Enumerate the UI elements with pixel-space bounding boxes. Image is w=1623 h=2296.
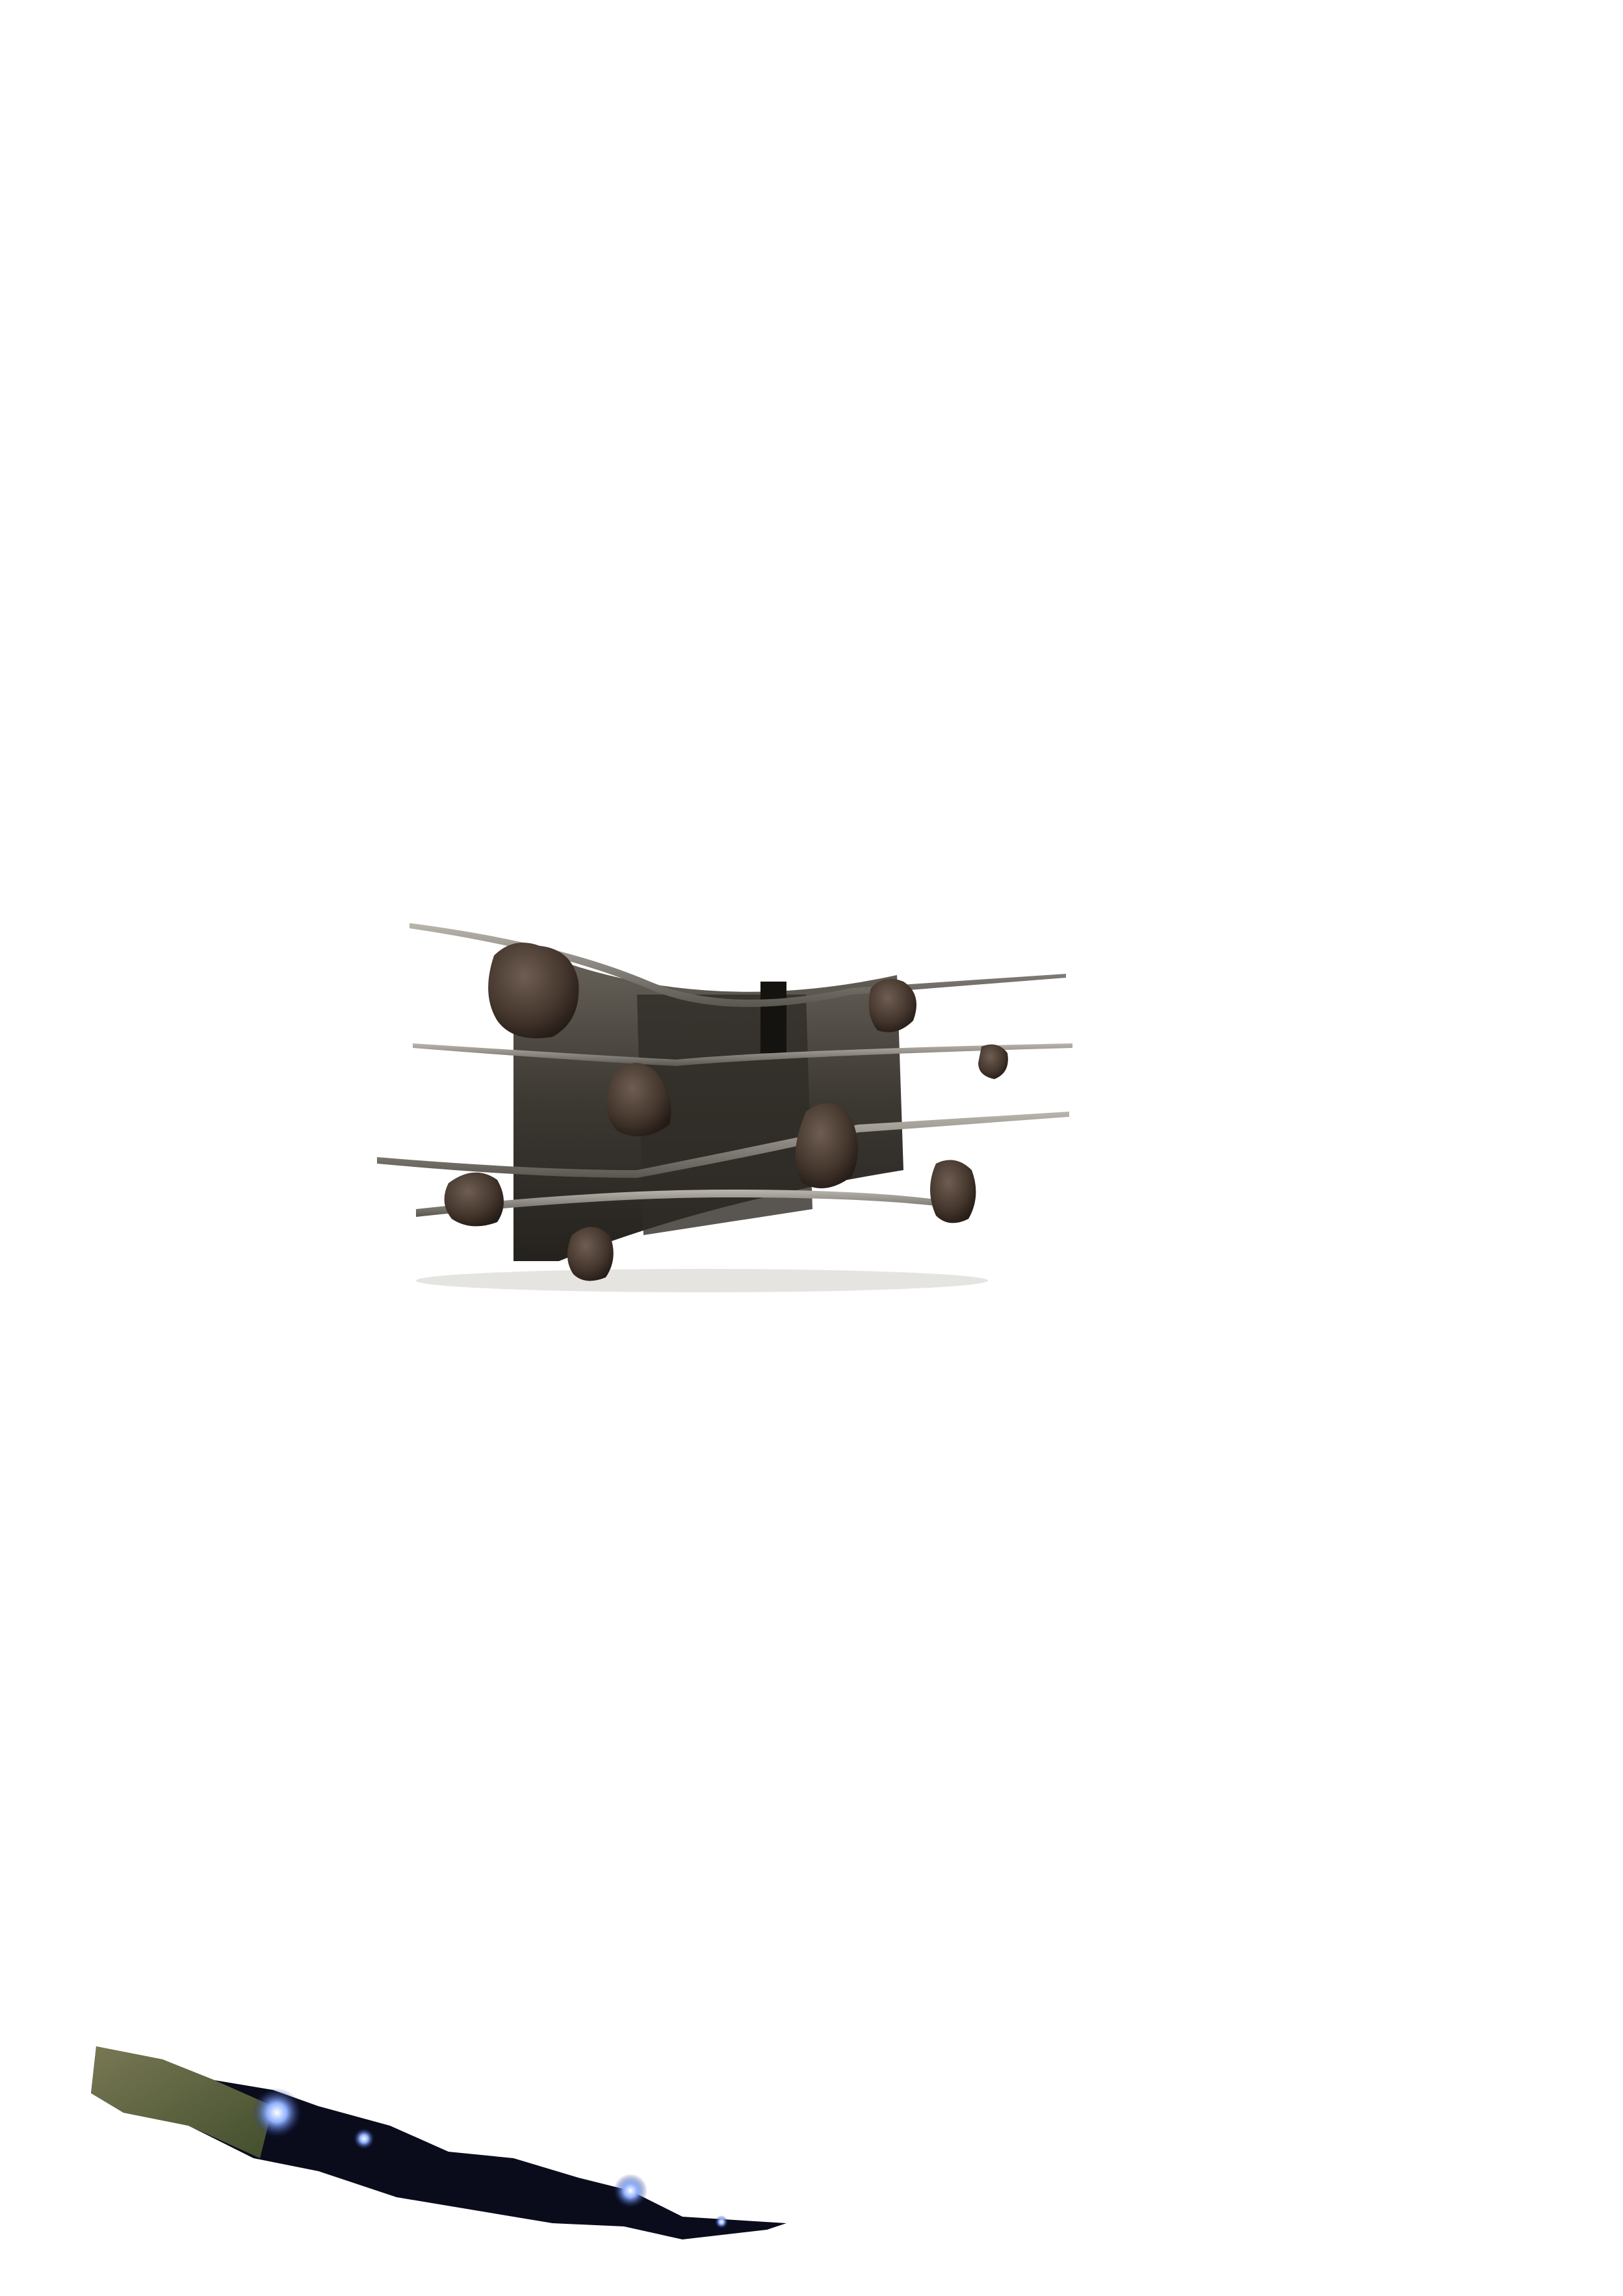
product-heading (333, 455, 1490, 519)
lava-stone (869, 979, 916, 1032)
bright-star (715, 2215, 728, 2228)
lava-stone (796, 1103, 858, 1188)
lava-stone (488, 943, 578, 1038)
floor-shadow (416, 1269, 988, 1292)
bright-star (354, 2128, 374, 2149)
lava-stone (567, 1227, 614, 1281)
product-image (364, 897, 1079, 1300)
bright-star (614, 2174, 647, 2208)
brand-logo (77, 78, 356, 273)
cosmic-rock-fragment (84, 2028, 793, 2243)
lava-stone (445, 1173, 504, 1227)
moss-edge (91, 2046, 273, 2158)
lava-stone (930, 1160, 976, 1223)
jcp-logo-mark (116, 78, 337, 208)
bookcase-slot (760, 982, 786, 1053)
lava-stone (978, 1045, 1008, 1079)
bright-star (252, 2088, 302, 2137)
